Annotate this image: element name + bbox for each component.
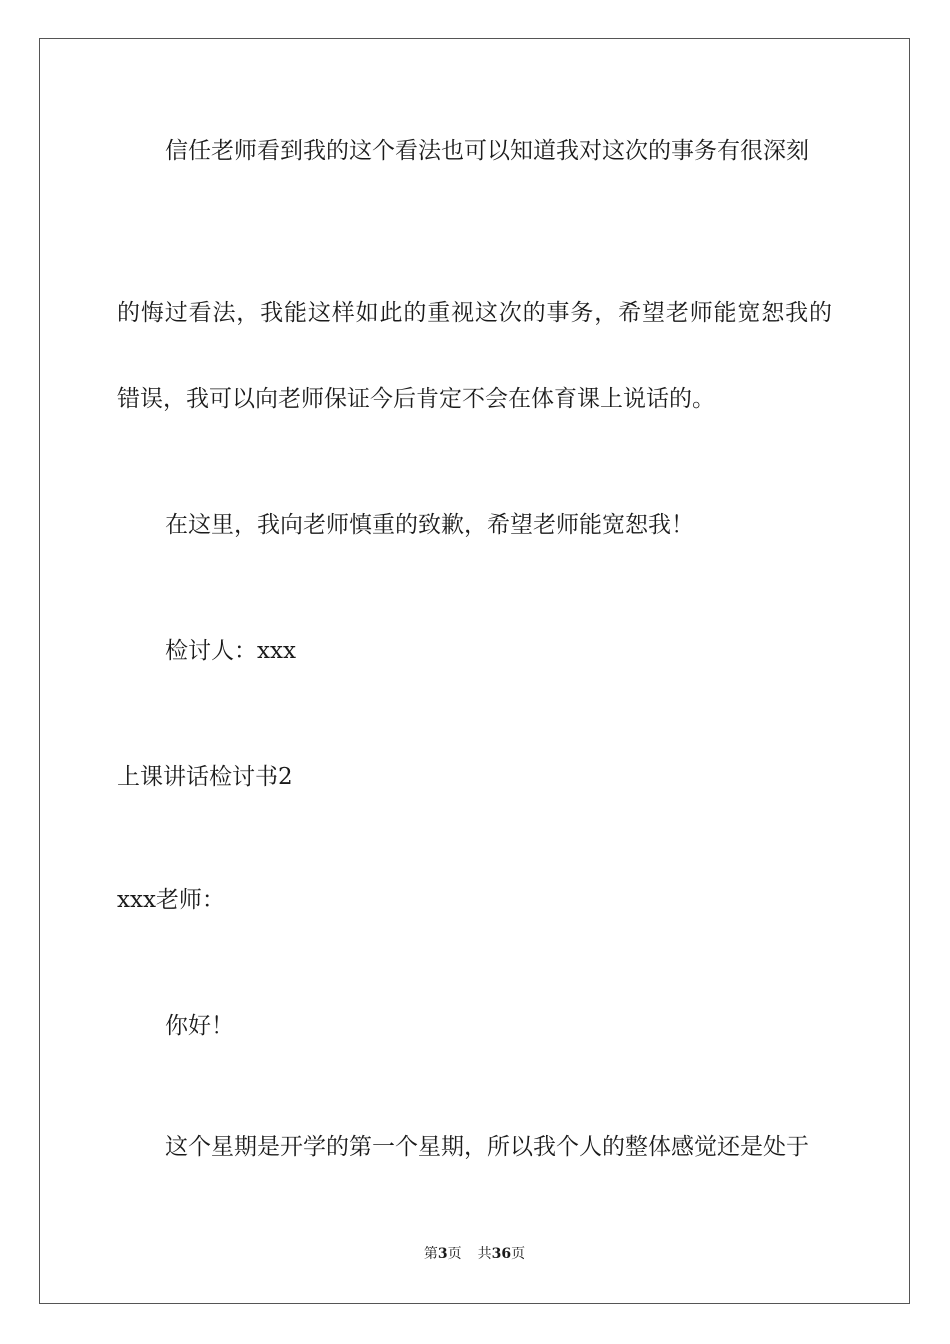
greeting: 你好！	[165, 1013, 234, 1039]
signature-line: 检讨人：xxx	[165, 638, 296, 664]
paragraph-line-5: 这个星期是开学的第一个星期，所以我个人的整体感觉还是处于	[165, 1134, 809, 1160]
section-heading: 上课讲话检讨书2	[117, 764, 293, 790]
paragraph-line-3: 错误，我可以向老师保证今后肯定不会在体育课上说话的。	[117, 386, 715, 412]
paragraph-line-4: 在这里，我向老师慎重的致歉，希望老师能宽恕我！	[165, 512, 694, 538]
footer-total-pages: 36	[491, 1246, 512, 1262]
page-footer	[40, 1244, 909, 1264]
document-page	[39, 38, 910, 1304]
paragraph-line-2: 的悔过看法，我能这样如此的重视这次的事务，希望老师能宽恕我的	[117, 300, 832, 326]
footer-page-suffix: 页	[447, 1246, 462, 1262]
salutation: xxx老师：	[117, 887, 225, 913]
footer-total-suffix: 页	[511, 1246, 526, 1262]
footer-page-prefix: 第	[423, 1246, 438, 1262]
footer-total-prefix: 共	[477, 1246, 492, 1262]
paragraph-line-1: 信任老师看到我的这个看法也可以知道我对这次的事务有很深刻	[165, 138, 809, 164]
footer-page-number: 3	[437, 1246, 448, 1262]
